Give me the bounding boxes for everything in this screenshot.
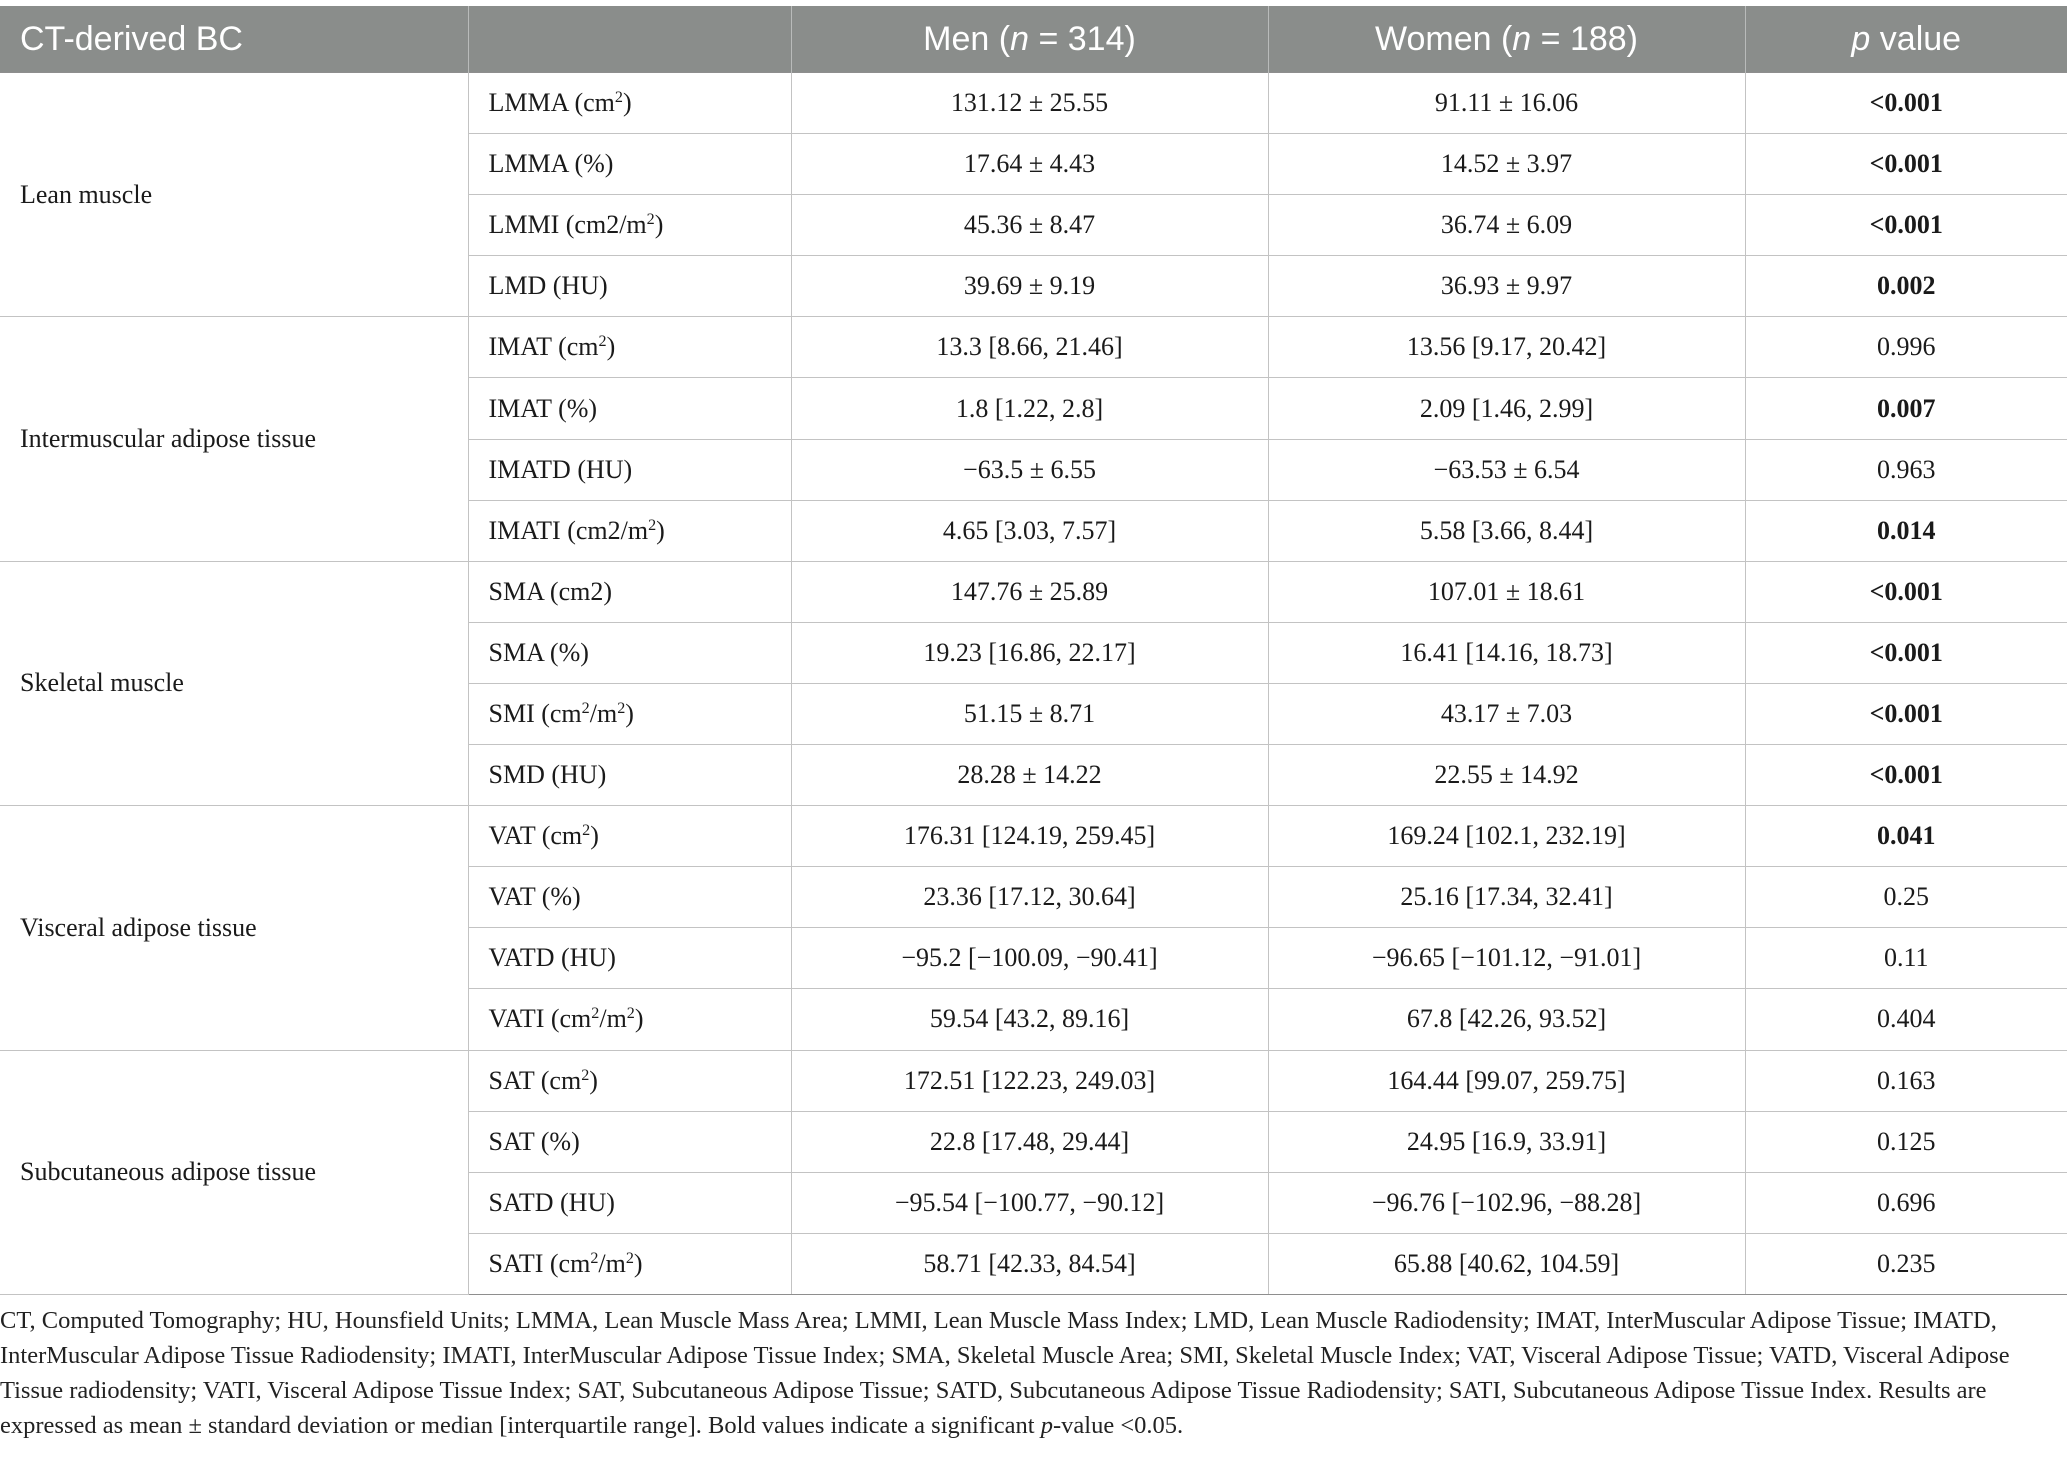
footnote-p-italic: p — [1040, 1412, 1053, 1439]
measure-cell — [468, 1233, 791, 1294]
table-row — [0, 73, 2067, 134]
header-men-n: n — [1010, 19, 1030, 58]
p-value-cell: <0.001 — [1745, 622, 2067, 683]
women-value-cell: 107.01 ± 18.61 — [1268, 561, 1745, 622]
measure-after: ) — [622, 88, 632, 118]
measure-cell — [468, 1050, 791, 1111]
measure-sup: 2 — [598, 333, 607, 351]
measure-cell — [468, 683, 791, 744]
p-value-cell: <0.001 — [1745, 73, 2067, 134]
men-value-cell: 23.36 [17.12, 30.64] — [791, 867, 1268, 928]
p-value-cell: 0.041 — [1745, 806, 2067, 867]
measure-cell — [468, 867, 791, 928]
men-value-cell: 19.23 [16.86, 22.17] — [791, 622, 1268, 683]
measure-cell — [468, 1172, 791, 1233]
men-value-cell: 59.54 [43.2, 89.16] — [791, 989, 1268, 1050]
men-value-cell: 22.8 [17.48, 29.44] — [791, 1111, 1268, 1172]
measure-sup2: 2 — [617, 700, 626, 718]
women-value-cell: 14.52 ± 3.97 — [1268, 134, 1745, 195]
group-label: Visceral adipose tissue — [0, 806, 468, 1050]
measure-after: ) — [656, 515, 665, 545]
table-header-row — [0, 6, 2067, 73]
men-value-cell: 39.69 ± 9.19 — [791, 256, 1268, 317]
women-value-cell: 22.55 ± 14.92 — [1268, 745, 1745, 806]
men-value-cell: −95.54 [−100.77, −90.12] — [791, 1172, 1268, 1233]
men-value-cell: 1.8 [1.22, 2.8] — [791, 378, 1268, 439]
measure-after: /m — [589, 698, 618, 728]
men-value-cell: 147.76 ± 25.89 — [791, 561, 1268, 622]
p-value-cell: 0.002 — [1745, 256, 2067, 317]
women-value-cell: 65.88 [40.62, 104.59] — [1268, 1233, 1745, 1294]
p-value-cell: 0.125 — [1745, 1111, 2067, 1172]
measure-measure: LMMA (%) — [488, 149, 614, 179]
p-value-cell: <0.001 — [1745, 683, 2067, 744]
women-value-cell: 2.09 [1.46, 2.99] — [1268, 378, 1745, 439]
women-value-cell: 164.44 [99.07, 259.75] — [1268, 1050, 1745, 1111]
measure-sup: 2 — [591, 1005, 600, 1023]
measure-measure: VAT (%) — [488, 882, 581, 912]
women-value-cell: 91.11 ± 16.06 — [1268, 73, 1745, 134]
measure-sup: 2 — [581, 700, 590, 718]
p-value-cell: 0.404 — [1745, 989, 2067, 1050]
footnote-text: CT, Computed Tomography; HU, Hounsfield Units; LMMA, Lean Muscle Mass Area; LMMI, Lean Muscle Mass Index; LMD, Lean Muscle Radiodensity; IMAT, InterMuscular Adipose Tissue; IMATD, InterMuscular Adipose Tissue Radiodensity; IMATI, InterMuscular Adipose Tissue Index; SMA, Skeletal Muscle Area; SMI, Skeletal Muscle Index; VAT, Visceral Adipose Tissue; VATD, Visceral Adipose Tissue radiodensity; VATI, Visceral Adipose Tissue Index; SAT, Subcutaneous Adipose Tissue; SATD, Subcutaneous Adipose Tissue Radiodensity; SATI, Subcutaneous Adipose Tissue Index. Results are expressed as mean ± standard deviation or median [interquartile range]. Bold values indicate a significant — [0, 1307, 2010, 1439]
measure-measure: SMA (%) — [488, 637, 589, 667]
measure-measure: IMATD (HU) — [488, 454, 633, 484]
measure-cell — [468, 500, 791, 561]
table-body — [0, 73, 2067, 1295]
measure-sup2: 2 — [626, 1005, 635, 1023]
measure-measure: SMA (cm2) — [488, 576, 612, 606]
measure-measure: SMD (HU) — [488, 760, 607, 790]
men-value-cell: 13.3 [8.66, 21.46] — [791, 317, 1268, 378]
p-value-cell: <0.001 — [1745, 134, 2067, 195]
measure-sup2: 2 — [625, 1249, 634, 1267]
measure-after: ) — [654, 210, 664, 240]
measure-cell — [468, 317, 791, 378]
measure-measure: SATI (cm — [488, 1248, 591, 1278]
p-value-cell: 0.25 — [1745, 867, 2067, 928]
header-men — [791, 6, 1268, 73]
p-value-cell: 0.696 — [1745, 1172, 2067, 1233]
header-women — [1268, 6, 1745, 73]
men-value-cell: 131.12 ± 25.55 — [791, 73, 1268, 134]
table-footnote — [0, 1303, 2060, 1443]
p-value-cell: 0.996 — [1745, 317, 2067, 378]
p-value-cell: 0.007 — [1745, 378, 2067, 439]
measure-cell — [468, 622, 791, 683]
measure-after: ) — [606, 332, 616, 362]
measure-cell — [468, 1111, 791, 1172]
measure-cell — [468, 745, 791, 806]
measure-cell — [468, 73, 791, 134]
header-women-count: = 188) — [1531, 19, 1639, 58]
measure-sup: 2 — [646, 211, 655, 229]
header-p-value — [1745, 6, 2067, 73]
men-value-cell: −95.2 [−100.09, −90.41] — [791, 928, 1268, 989]
p-value-cell: 0.963 — [1745, 439, 2067, 500]
men-value-cell: 172.51 [122.23, 249.03] — [791, 1050, 1268, 1111]
men-value-cell: −63.5 ± 6.55 — [791, 439, 1268, 500]
women-value-cell: 13.56 [9.17, 20.42] — [1268, 317, 1745, 378]
table-row — [0, 561, 2067, 622]
measure-cell — [468, 256, 791, 317]
p-value-cell: 0.014 — [1745, 500, 2067, 561]
men-value-cell: 176.31 [124.19, 259.45] — [791, 806, 1268, 867]
measure-after: /m — [599, 1004, 627, 1034]
measure-after2: ) — [633, 1248, 643, 1278]
measure-measure: VATI (cm — [488, 1004, 592, 1034]
measure-cell — [468, 989, 791, 1050]
men-value-cell: 58.71 [42.33, 84.54] — [791, 1233, 1268, 1294]
women-value-cell: 43.17 ± 7.03 — [1268, 683, 1745, 744]
group-label: Intermuscular adipose tissue — [0, 317, 468, 561]
p-value-cell: <0.001 — [1745, 561, 2067, 622]
measure-after: /m — [598, 1248, 626, 1278]
measure-measure: LMD (HU) — [488, 271, 608, 301]
p-value-cell: <0.001 — [1745, 745, 2067, 806]
women-value-cell: 36.74 ± 6.09 — [1268, 195, 1745, 256]
measure-measure: LMMA (cm — [488, 88, 615, 118]
group-label: Skeletal muscle — [0, 561, 468, 805]
table-row — [0, 806, 2067, 867]
women-value-cell: 67.8 [42.26, 93.52] — [1268, 989, 1745, 1050]
women-value-cell: 5.58 [3.66, 8.44] — [1268, 500, 1745, 561]
measure-cell — [468, 561, 791, 622]
women-value-cell: 169.24 [102.1, 232.19] — [1268, 806, 1745, 867]
measure-measure: SAT (cm — [488, 1065, 582, 1095]
header-p-italic: p — [1851, 19, 1871, 58]
p-value-cell: 0.11 — [1745, 928, 2067, 989]
header-men-count: = 314) — [1029, 19, 1136, 58]
women-value-cell: −96.76 [−102.96, −88.28] — [1268, 1172, 1745, 1233]
measure-sup: 2 — [582, 822, 591, 840]
measure-after2: ) — [625, 698, 634, 728]
measure-after: ) — [590, 821, 599, 851]
measure-measure: VAT (cm — [488, 821, 583, 851]
group-label: Lean muscle — [0, 73, 468, 317]
measure-after: ) — [589, 1065, 598, 1095]
measure-cell — [468, 439, 791, 500]
measure-measure: IMAT (%) — [488, 393, 598, 423]
women-value-cell: 16.41 [14.16, 18.73] — [1268, 622, 1745, 683]
measure-sup: 2 — [614, 89, 623, 107]
men-value-cell: 28.28 ± 14.22 — [791, 745, 1268, 806]
p-value-cell: 0.163 — [1745, 1050, 2067, 1111]
women-value-cell: 25.16 [17.34, 32.41] — [1268, 867, 1745, 928]
measure-measure: VATD (HU) — [488, 943, 616, 973]
measure-measure: IMAT (cm — [488, 332, 599, 362]
table-row — [0, 1050, 2067, 1111]
women-value-cell: 24.95 [16.9, 33.91] — [1268, 1111, 1745, 1172]
body-composition-table — [0, 6, 2067, 1295]
measure-measure: IMATI (cm2/m — [488, 515, 649, 545]
measure-measure: SMI (cm — [488, 698, 582, 728]
p-value-cell: 0.235 — [1745, 1233, 2067, 1294]
men-value-cell: 4.65 [3.03, 7.57] — [791, 500, 1268, 561]
header-women-label: Women ( — [1374, 19, 1513, 58]
p-value-cell: <0.001 — [1745, 195, 2067, 256]
men-value-cell: 51.15 ± 8.71 — [791, 683, 1268, 744]
measure-cell — [468, 378, 791, 439]
women-value-cell: −63.53 ± 6.54 — [1268, 439, 1745, 500]
measure-cell — [468, 928, 791, 989]
measure-sup: 2 — [648, 516, 657, 534]
header-men-label: Men ( — [923, 19, 1011, 58]
measure-cell — [468, 195, 791, 256]
table-row — [0, 317, 2067, 378]
measure-after2: ) — [634, 1004, 644, 1034]
measure-sup: 2 — [590, 1249, 599, 1267]
women-value-cell: −96.65 [−101.12, −91.01] — [1268, 928, 1745, 989]
footnote-text-end: -value <0.05. — [1052, 1412, 1184, 1439]
men-value-cell: 45.36 ± 8.47 — [791, 195, 1268, 256]
men-value-cell: 17.64 ± 4.43 — [791, 134, 1268, 195]
measure-sup: 2 — [581, 1066, 590, 1084]
measure-measure: SATD (HU) — [488, 1187, 615, 1217]
women-value-cell: 36.93 ± 9.97 — [1268, 256, 1745, 317]
measure-measure: LMMI (cm2/m — [488, 210, 647, 240]
group-label: Subcutaneous adipose tissue — [0, 1050, 468, 1294]
measure-cell — [468, 134, 791, 195]
header-ct-derived-bc: CT-derived BC — [0, 6, 468, 73]
header-p-rest: value — [1870, 19, 1962, 58]
measure-measure: SAT (%) — [488, 1126, 580, 1156]
measure-cell — [468, 806, 791, 867]
header-women-n: n — [1512, 19, 1532, 58]
header-measure — [468, 6, 791, 73]
